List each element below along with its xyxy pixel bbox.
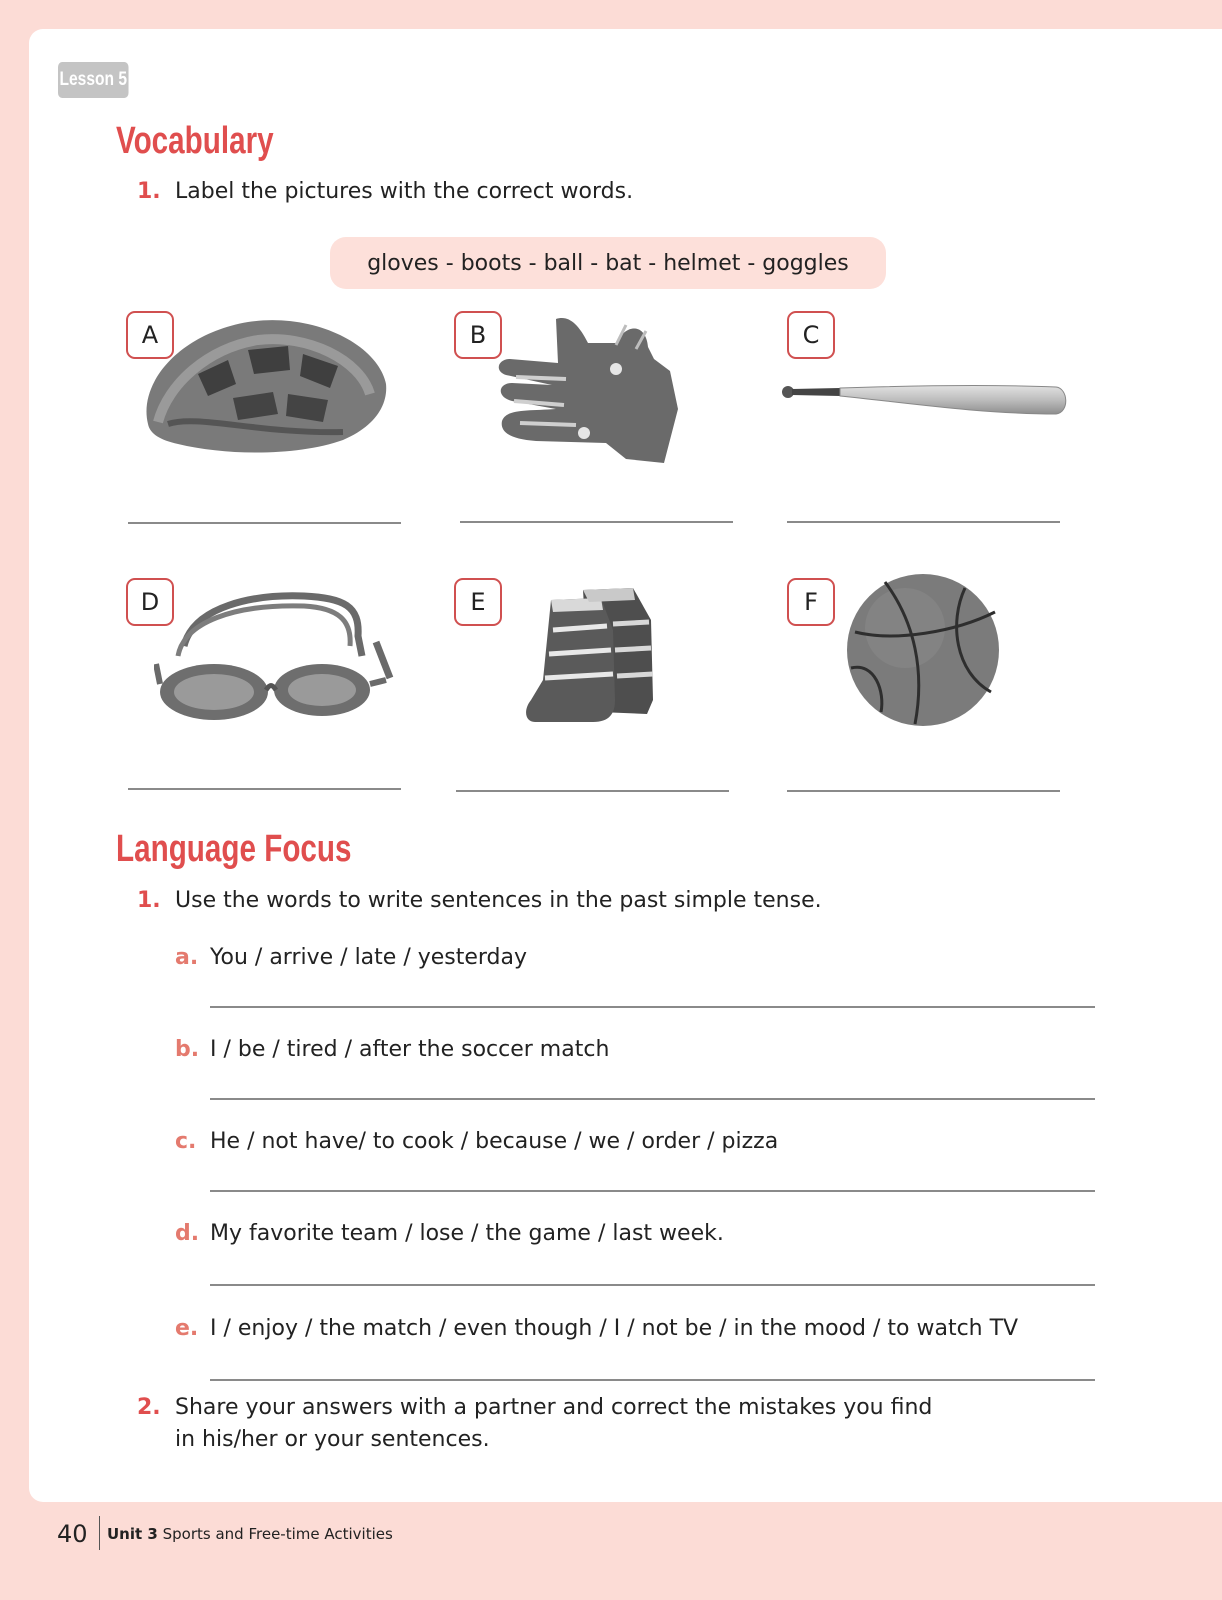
vocab-exercise-1-number: 1. xyxy=(137,179,161,204)
helmet-picture xyxy=(138,314,390,460)
item-c-letter: c. xyxy=(175,1129,197,1154)
picture-letter-c: C xyxy=(787,311,835,359)
footer-divider xyxy=(99,1516,100,1550)
footer-unit-label: Unit 3 xyxy=(107,1525,158,1543)
picture-letter-a: A xyxy=(126,311,174,359)
answer-line-d[interactable] xyxy=(128,788,401,790)
lf-exercise-2-line-1: Share your answers with a partner and correct the mistakes you find xyxy=(175,1395,933,1420)
gloves-picture xyxy=(496,313,682,469)
answer-line-item-a[interactable] xyxy=(210,1006,1095,1008)
answer-line-item-b[interactable] xyxy=(210,1098,1095,1100)
ball-picture xyxy=(845,572,1001,728)
lesson-badge: Lesson 5 xyxy=(58,62,129,98)
lf-exercise-1-number: 1. xyxy=(137,888,161,913)
item-a-text: You / arrive / late / yesterday xyxy=(210,945,528,970)
item-d-letter: d. xyxy=(175,1221,200,1246)
item-e-text: I / enjoy / the match / even though / I / not be / in the mood / to watch TV xyxy=(210,1316,1019,1341)
item-e-letter: e. xyxy=(175,1316,199,1341)
item-c-text: He / not have/ to cook / because / we / order / pizza xyxy=(210,1129,779,1154)
item-b-text: I / be / tired / after the soccer match xyxy=(210,1037,610,1062)
picture-letter-f: F xyxy=(787,578,835,626)
lf-exercise-1-instruction: Use the words to write sentences in the past simple tense. xyxy=(175,888,822,913)
word-bank-text: gloves - boots - ball - bat - helmet - goggles xyxy=(367,250,849,276)
footer-unit xyxy=(107,1525,393,1543)
bat-picture xyxy=(780,378,1070,424)
answer-line-b[interactable] xyxy=(460,521,733,523)
picture-letter-e: E xyxy=(454,578,502,626)
answer-line-c[interactable] xyxy=(787,521,1060,523)
item-b-letter: b. xyxy=(175,1037,200,1062)
answer-line-e[interactable] xyxy=(456,790,729,792)
item-d-text: My favorite team / lose / the game / last week. xyxy=(210,1221,724,1246)
word-bank xyxy=(330,237,886,289)
vocab-exercise-1-instruction: Label the pictures with the correct words. xyxy=(175,179,634,204)
answer-line-item-d[interactable] xyxy=(210,1284,1095,1286)
answer-line-item-c[interactable] xyxy=(210,1190,1095,1192)
answer-line-item-e[interactable] xyxy=(210,1379,1095,1381)
language-focus-title: Language Focus xyxy=(116,828,352,870)
answer-line-f[interactable] xyxy=(787,790,1060,792)
lf-exercise-2-number: 2. xyxy=(137,1395,161,1420)
item-a-letter: a. xyxy=(175,945,199,970)
picture-letter-b: B xyxy=(454,311,502,359)
page-number: 40 xyxy=(57,1520,88,1548)
picture-letter-d: D xyxy=(126,578,174,626)
lf-exercise-2-line-2: in his/her or your sentences. xyxy=(175,1427,490,1452)
answer-line-a[interactable] xyxy=(128,522,401,524)
boots-picture xyxy=(523,580,669,730)
vocabulary-title: Vocabulary xyxy=(116,120,274,162)
footer-unit-title: Sports and Free-time Activities xyxy=(162,1525,393,1543)
goggles-picture xyxy=(154,586,394,728)
